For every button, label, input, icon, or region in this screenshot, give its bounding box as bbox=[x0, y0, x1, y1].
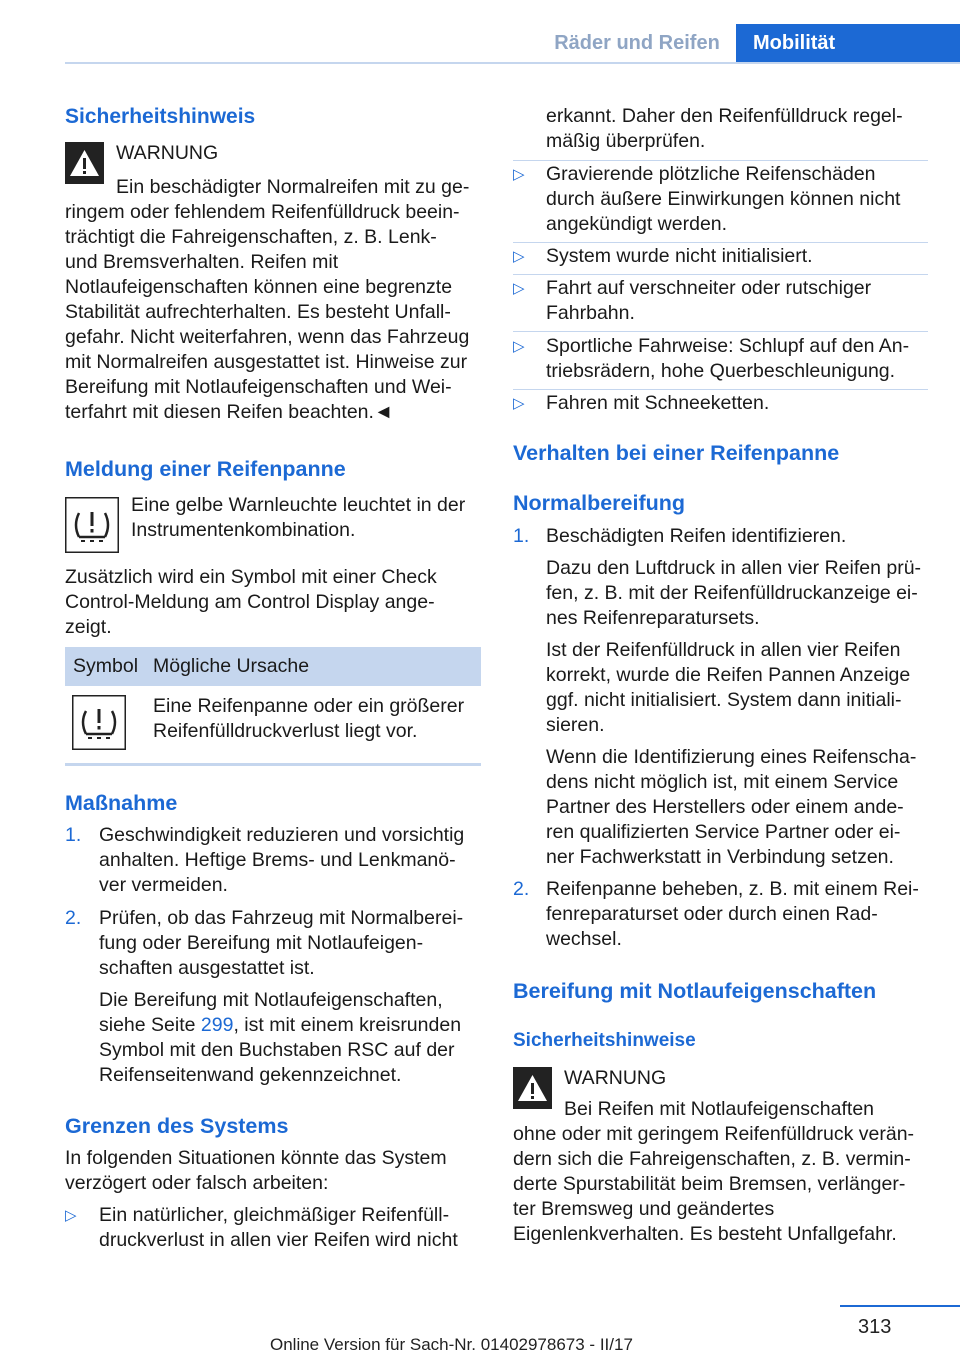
bullet-triangle-icon: ▷ bbox=[513, 248, 525, 265]
list-number: 1. bbox=[65, 824, 82, 846]
list-item-line: Geschwindigkeit reduzieren und vorsichtig bbox=[99, 824, 465, 846]
bullet-item-line: durch äußere Einwirkungen können nicht bbox=[546, 188, 901, 210]
header-section: Räder und Reifen bbox=[554, 32, 720, 54]
list-separator bbox=[513, 389, 928, 390]
bullet-item-line: erkannt. Daher den Reifenfülldruck regel- bbox=[546, 105, 903, 127]
list-separator bbox=[513, 331, 928, 332]
footer-online-version: Online Version für Sach-Nr. 01402978673 - II/17 bbox=[270, 1335, 633, 1354]
list-number: 2. bbox=[65, 907, 82, 929]
list-item-line: Reifenseitenwand gekennzeichnet. bbox=[99, 1064, 402, 1086]
page-reference-line: siehe Seite 299, ist mit einem kreisrunden bbox=[99, 1014, 462, 1036]
header-rule bbox=[65, 62, 960, 64]
list-item-line: fen, z. B. mit der Reifenfülldruckanzeige ei- bbox=[546, 582, 918, 604]
list-item-line: Symbol mit den Buchstaben RSC auf der bbox=[99, 1039, 455, 1061]
bullet-triangle-icon: ▷ bbox=[513, 166, 525, 183]
list-item-line: Beschädigten Reifen identifizieren. bbox=[546, 525, 847, 547]
bullet-item-line: Gravierende plötzliche Reifenschäden bbox=[546, 163, 876, 185]
table-cell-cause: Reifenfülldruckverlust liegt vor. bbox=[153, 720, 418, 742]
paragraph-line: zeigt. bbox=[65, 616, 112, 638]
list-item-line: ver vermeiden. bbox=[99, 874, 228, 896]
list-separator bbox=[513, 160, 928, 161]
paragraph-line: Zusätzlich wird ein Symbol mit einer Check bbox=[65, 566, 437, 588]
list-item-line: dens nicht möglich ist, mit einem Service bbox=[546, 771, 899, 793]
list-item-line: Reifenpanne beheben, z. B. mit einem Rei- bbox=[546, 878, 919, 900]
heading-flat-tire-behavior: Verhalten bei einer Reifenpanne bbox=[513, 441, 840, 465]
list-number: 1. bbox=[513, 525, 530, 547]
list-item-line: anhalten. Heftige Brems- und Lenkmanö- bbox=[99, 849, 456, 871]
bullet-item-line: Fahrbahn. bbox=[546, 302, 635, 324]
bullet-item-line: Fahren mit Schneeketten. bbox=[546, 392, 770, 414]
tire-pressure-warning-icon bbox=[72, 695, 126, 750]
page-number: 313 bbox=[858, 1316, 892, 1338]
table-col-symbol: Symbol bbox=[73, 655, 139, 677]
list-item-line: ner Fachwerkstatt in Verbindung setzen. bbox=[546, 846, 894, 868]
list-item-line: Ist der Reifenfülldruck in allen vier Reifen bbox=[546, 639, 901, 661]
paragraph-line: In folgenden Situationen könnte das System bbox=[65, 1147, 447, 1169]
list-item-line: Partner des Herstellers oder einem ande- bbox=[546, 796, 904, 818]
warning-triangle-icon bbox=[65, 142, 104, 184]
list-item-line: Dazu den Luftdruck in allen vier Reifen prü- bbox=[546, 557, 922, 579]
list-separator bbox=[513, 242, 928, 243]
warning-title: WARNUNG bbox=[116, 142, 219, 164]
list-item-line: korrekt, wurde die Reifen Pannen Anzeige bbox=[546, 664, 911, 686]
list-item-line: ggf. nicht initialisiert. System dann initiali- bbox=[546, 689, 902, 711]
list-item-line: wechsel. bbox=[546, 928, 622, 950]
table-bottom-rule bbox=[65, 763, 481, 766]
list-item-line: sieren. bbox=[546, 714, 605, 736]
list-separator bbox=[513, 274, 928, 275]
list-item-line: fenreparaturset oder durch einen Rad- bbox=[546, 903, 878, 925]
message-text-line: Instrumentenkombination. bbox=[131, 519, 356, 541]
page-link-299[interactable]: 299 bbox=[200, 1014, 234, 1036]
paragraph-line: verzögert oder falsch arbeiten: bbox=[65, 1172, 329, 1194]
bullet-triangle-icon: ▷ bbox=[513, 280, 525, 297]
list-item-line: nes Reifenreparatursets. bbox=[546, 607, 760, 629]
list-item-line: Die Bereifung mit Notlaufeigenschaften, bbox=[99, 989, 443, 1011]
bullet-item-line: mäßig überprüfen. bbox=[546, 130, 706, 152]
header-chapter-tab: Mobilität bbox=[736, 24, 960, 62]
bullet-triangle-icon: ▷ bbox=[513, 395, 525, 412]
list-item-line: ren qualifizierten Service Partner oder ei- bbox=[546, 821, 901, 843]
warning-title: WARNUNG bbox=[564, 1067, 667, 1089]
table-cell-cause: Eine Reifenpanne oder ein größerer bbox=[153, 695, 465, 717]
heading-safety-note: Sicherheitshinweis bbox=[65, 105, 256, 128]
heading-system-limits: Grenzen des Systems bbox=[65, 1114, 289, 1138]
bullet-item-line: druckverlust in allen vier Reifen wird nicht bbox=[99, 1229, 458, 1251]
heading-runflat-tires: Bereifung mit Notlaufeigenschaften bbox=[513, 979, 877, 1003]
paragraph-line: Control-Meldung am Control Display ange- bbox=[65, 591, 435, 613]
list-item-line: Wenn die Identifizierung eines Reifenscha- bbox=[546, 746, 917, 768]
list-number: 2. bbox=[513, 878, 530, 900]
list-item-line: Prüfen, ob das Fahrzeug mit Normalberei- bbox=[99, 907, 464, 929]
list-item-line: schaften ausgestattet ist. bbox=[99, 957, 315, 979]
bullet-item-line: triebsrädern, hohe Querbeschleunigung. bbox=[546, 360, 896, 382]
list-item-line: fung oder Bereifung mit Notlaufeigen- bbox=[99, 932, 424, 954]
bullet-item-line: angekündigt werden. bbox=[546, 213, 728, 235]
heading-measure: Maßnahme bbox=[65, 791, 178, 815]
bullet-item-line: System wurde nicht initialisiert. bbox=[546, 245, 813, 267]
warning-triangle-icon bbox=[513, 1067, 552, 1109]
tire-pressure-warning-icon bbox=[65, 497, 119, 553]
footer-rule bbox=[840, 1305, 960, 1307]
heading-tire-message: Meldung einer Reifenpanne bbox=[65, 457, 346, 481]
heading-normal-tires: Normalbereifung bbox=[513, 491, 686, 515]
bullet-item-line: Sportliche Fahrweise: Schlupf auf den An- bbox=[546, 335, 910, 357]
message-text-line: Eine gelbe Warnleuchte leuchtet in der bbox=[131, 494, 466, 516]
bullet-item-line: Fahrt auf verschneiter oder rutschiger bbox=[546, 277, 872, 299]
bullet-item-line: Ein natürlicher, gleichmäßiger Reifenfüll- bbox=[99, 1204, 450, 1226]
heading-safety-notes: Sicherheitshinweise bbox=[513, 1030, 696, 1051]
bullet-triangle-icon: ▷ bbox=[513, 338, 525, 355]
bullet-triangle-icon: ▷ bbox=[65, 1207, 77, 1224]
table-col-cause: Mögliche Ursache bbox=[153, 655, 310, 677]
